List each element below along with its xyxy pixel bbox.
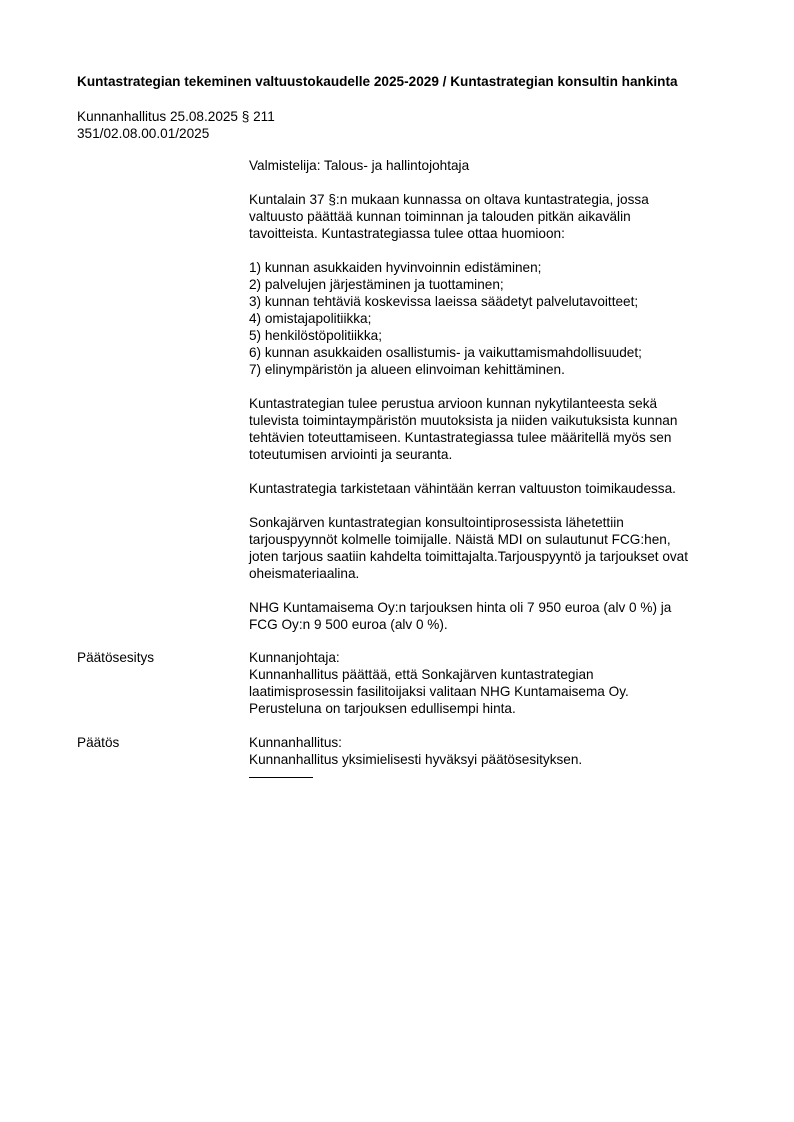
proposal-line: Kunnanhallitus päättää, että Sonkajärven kuntastrategian bbox=[249, 667, 594, 682]
paragraph bbox=[249, 480, 739, 497]
paragraph-line: tavoitteista. Kuntastrategiassa tulee ottaa huomioon: bbox=[249, 226, 565, 241]
decision-line: Kunnanhallitus yksimielisesti hyväksyi päätösesityksen. bbox=[249, 752, 583, 767]
paragraph-line: joten tarjous saatiin kahdelta toimittajalta.Tarjouspyyntö ja tarjoukset ovat bbox=[249, 549, 689, 564]
decision-content bbox=[249, 734, 739, 778]
preparation-text bbox=[249, 157, 739, 650]
list-item: 3) kunnan tehtäviä koskevissa laeissa säädetyt palvelutavoitteet; bbox=[249, 294, 639, 309]
paragraph bbox=[249, 514, 739, 582]
list-item: 2) palvelujen järjestäminen ja tuottaminen; bbox=[249, 277, 504, 292]
meeting-reference: Kunnanhallitus 25.08.2025 § 211 bbox=[77, 109, 275, 124]
paragraph-line: Sonkajärven kuntastrategian konsultointiprosessista lähetettiin bbox=[249, 515, 624, 530]
signature-line bbox=[249, 768, 313, 778]
paragraph-line: Kuntastrategia tarkistetaan vähintään kerran valtuuston toimikaudessa. bbox=[249, 481, 676, 496]
proposal-line: Perusteluna on tarjouksen edullisempi hinta. bbox=[249, 701, 516, 716]
paragraph-line: FCG Oy:n 9 500 euroa (alv 0 %). bbox=[249, 617, 448, 632]
paragraph-line: tehtävien toteuttamiseen. Kuntastrategiassa tulee määritellä myös sen bbox=[249, 430, 672, 445]
decision-line: Kunnanhallitus: bbox=[249, 735, 342, 750]
paragraph-line: Kuntastrategian tulee perustua arvioon kunnan nykytilanteesta sekä bbox=[249, 396, 658, 411]
strategy-items-list bbox=[249, 259, 739, 378]
meeting-meta bbox=[77, 108, 275, 142]
paragraph-line: tarjouspyynnöt kolmelle toimijalle. Näistä MDI on sulautunut FCG:hen, bbox=[249, 532, 671, 547]
paragraph-line: tulevista toimintaympäristön muutoksista ja niiden vaikutuksista kunnan bbox=[249, 413, 678, 428]
paragraph-line: NHG Kuntamaisema Oy:n tarjouksen hinta oli 7 950 euroa (alv 0 %) ja bbox=[249, 600, 672, 615]
decision-label: Päätös bbox=[77, 735, 120, 750]
list-item: 4) omistajapolitiikka; bbox=[249, 311, 372, 326]
proposal-label: Päätösesitys bbox=[77, 650, 155, 665]
list-item: 6) kunnan asukkaiden osallistumis- ja vaikuttamismahdollisuudet; bbox=[249, 345, 642, 360]
paragraph-line: toteutumisen arviointi ja seuranta. bbox=[249, 447, 453, 462]
proposal-content bbox=[249, 649, 739, 717]
paragraph-line: Kuntalain 37 §:n mukaan kunnassa on oltava kuntastrategia, jossa bbox=[249, 192, 649, 207]
paragraph bbox=[249, 191, 739, 242]
record-id: 351/02.08.00.01/2025 bbox=[77, 126, 210, 141]
paragraph bbox=[249, 599, 739, 633]
preparer: Valmistelija: Talous- ja hallintojohtaja bbox=[249, 158, 470, 173]
paragraph-line: oheismateriaalina. bbox=[249, 566, 360, 581]
proposal-line: Kunnanjohtaja: bbox=[249, 650, 340, 665]
paragraph bbox=[249, 395, 739, 463]
proposal-line: laatimisprosessin fasilitoijaksi valitaan NHG Kuntamaisema Oy. bbox=[249, 684, 629, 699]
preparer-line bbox=[249, 157, 739, 174]
list-item: 1) kunnan asukkaiden hyvinvoinnin edistäminen; bbox=[249, 260, 542, 275]
list-item: 7) elinympäristön ja alueen elinvoiman kehittäminen. bbox=[249, 362, 565, 377]
list-item: 5) henkilöstöpolitiikka; bbox=[249, 328, 382, 343]
paragraph-line: valtuusto päättää kunnan toiminnan ja talouden pitkän aikavälin bbox=[249, 209, 631, 224]
document-title: Kuntastrategian tekeminen valtuustokaudelle 2025-2029 / Kuntastrategian konsultin hankinta bbox=[77, 74, 678, 89]
